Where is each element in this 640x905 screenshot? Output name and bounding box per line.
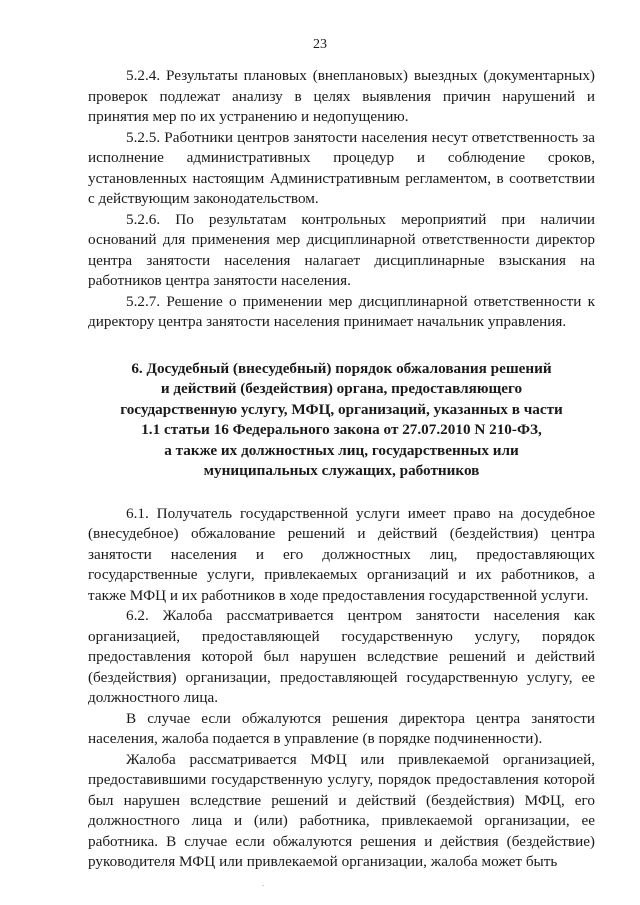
paragraph-6-2: 6.2. Жалоба рассматривается центром занятости населения как организацией, предоставляющей государственную услугу, порядок предоставления которой был нарушен вследствие решений и действий (бездействия) организации, предоставляющей государственную услугу, ее должностного лица. bbox=[88, 607, 595, 706]
paragraph-5-2-5: 5.2.5. Работники центров занятости населения несут ответственность за исполнение административных процедур и соблюдение сроков, установленных настоящим Административным регламентом, в соответствии с действующим законодательством. bbox=[88, 128, 595, 207]
heading-line: государственную услугу, МФЦ, организаций, указанных в части bbox=[120, 400, 563, 418]
heading-line: и действий (бездействия) органа, предоставляющего bbox=[160, 380, 523, 397]
page-number: 23 bbox=[313, 37, 327, 52]
paragraph-6-1: 6.1. Получатель государственной услуги имеет право на досудебное (внесудебное) обжалование решений и действий (бездействия) центра занятости населения и его должностных лиц, предоставляющих государственные услуги, привлекаемых организаций и их работников, а также МФЦ и их работников в ходе предоставления государственной услуги. bbox=[88, 504, 595, 604]
paragraph-mfc-complaint: Жалоба рассматривается МФЦ или привлекаемой организацией, предоставившими государственную услугу, порядок предоставления которой был нарушен вследствие решений и действий (бездействия) МФЦ, его должностного лица и (или) работника, привлекаемой организации, ее работника. В случае если обжалуются решения и действия (бездействие) руководителя МФЦ или привлекаемой организации, жалоба может быть bbox=[88, 750, 595, 870]
paragraph-director-complaint: В случае если обжалуются решения директора центра занятости населения, жалоба подается в управление (в порядке подчиненности). bbox=[88, 709, 595, 747]
heading-line: 1.1 статьи 16 Федерального закона от 27.07.2010 N 210-ФЗ, bbox=[141, 421, 542, 438]
heading-line: 6. Досудебный (внесудебный) порядок обжалования решений bbox=[131, 359, 552, 377]
heading-line: а также их должностных лиц, государственных или bbox=[164, 441, 519, 459]
paragraph-5-2-4: 5.2.4. Результаты плановых (внеплановых) выездных (документарных) проверок подлежат анализу в целях выявления причин нарушений и принятия мер по их устранению и недопущению. bbox=[88, 67, 595, 125]
scan-artifact bbox=[262, 885, 264, 886]
paragraph-5-2-7: 5.2.7. Решение о применении мер дисциплинарной ответственности к директору центра занятости населения принимает начальник управления. bbox=[88, 292, 595, 330]
heading-line: муниципальных служащих, работников bbox=[203, 462, 480, 479]
section-6-heading bbox=[88, 359, 595, 482]
paragraph-5-2-6: 5.2.6. По результатам контрольных мероприятий при наличии оснований для применения мер дисциплинарной ответственности директор центра занятости населения налагает дисциплинарные взыскания на работников центра занятости населения. bbox=[88, 210, 595, 289]
document-body bbox=[88, 66, 595, 873]
